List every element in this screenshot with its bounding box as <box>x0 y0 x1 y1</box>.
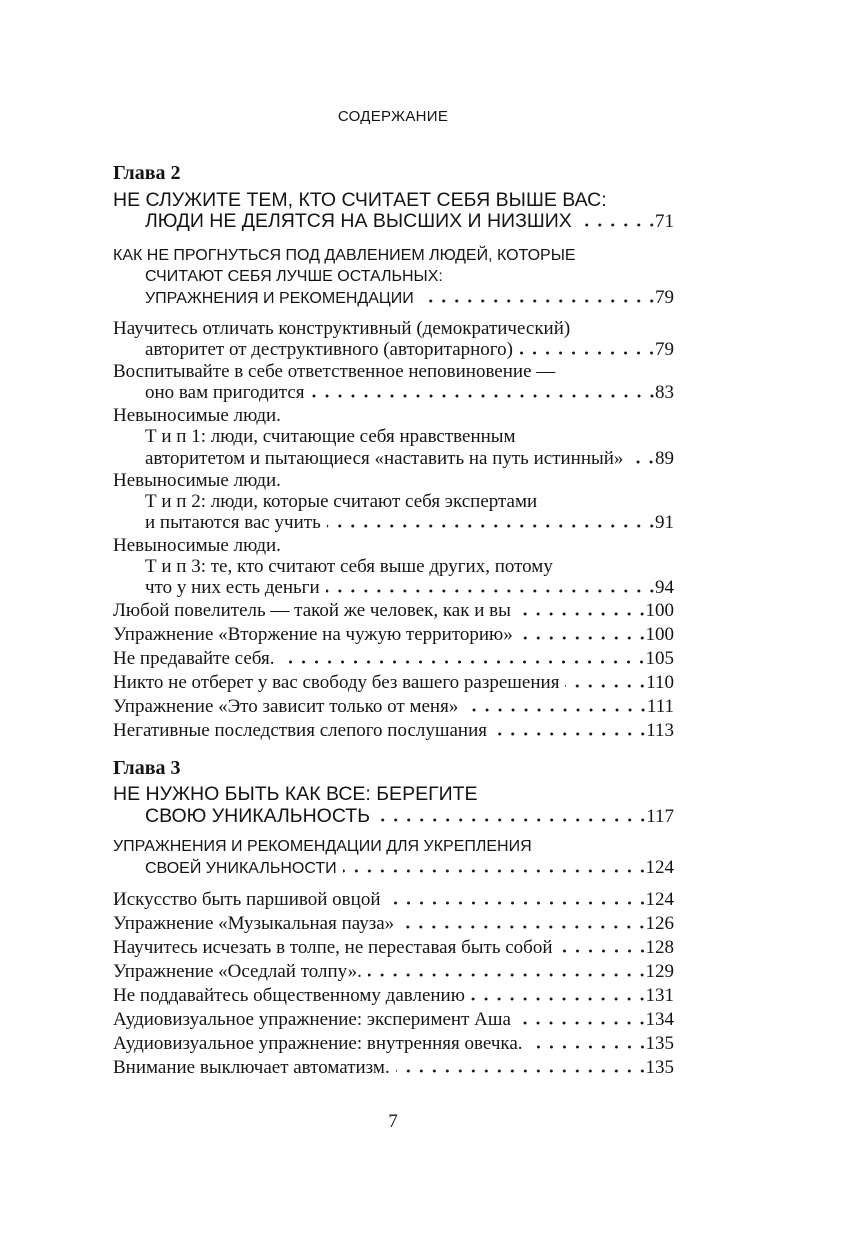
toc-entry-line: авторитет от деструктивного (авторитарного) <box>145 339 513 360</box>
toc-entry-last-line <box>145 511 674 535</box>
toc-entry-line: оно вам пригодится <box>145 382 305 403</box>
page-ref: 105 <box>645 648 674 669</box>
leader-dots <box>400 925 645 929</box>
page-ref: 131 <box>645 985 674 1006</box>
toc-entry <box>113 1008 674 1032</box>
page-ref: 124 <box>645 889 674 910</box>
toc-entry-line: Любой повелитель — такой же человек, как и вы <box>113 600 511 621</box>
page-ref: 128 <box>645 937 674 958</box>
toc-entry-line: Т и п 1: люди, считающие себя нравственным <box>145 426 516 447</box>
page-ref: 126 <box>645 913 674 934</box>
page-title: СОДЕРЖАНИЕ <box>337 108 449 125</box>
page-ref: 71 <box>655 211 674 232</box>
toc-entry <box>113 912 674 936</box>
page-ref: 135 <box>645 1057 674 1078</box>
page-ref: 94 <box>655 577 674 598</box>
toc-entry-line: Упражнение «Вторжение на чужую территорию» <box>113 624 513 645</box>
toc-entry-line: СВОЕЙ УНИКАЛЬНОСТИ <box>145 860 337 877</box>
toc-entry <box>113 1032 674 1056</box>
leader-dots <box>376 818 646 822</box>
toc-entry-line: УПРАЖНЕНИЯ И РЕКОМЕНДАЦИИ <box>145 290 414 307</box>
leader-dots <box>280 660 645 664</box>
toc-entry-line: Научитесь отличать конструктивный (демократический) <box>113 318 571 339</box>
toc-entry-line: Т и п 3: те, кто считают себя выше других, потому <box>145 556 553 577</box>
toc-entry-line: ЛЮДИ НЕ ДЕЛЯТСЯ НА ВЫСШИХ И НИЗШИХ <box>145 210 572 232</box>
toc-entry-line: Внимание выключает автоматизм. <box>113 1057 390 1078</box>
toc-entry <box>113 936 674 960</box>
leader-dots <box>493 732 646 736</box>
chapter-heading: Глава 2 <box>113 162 181 184</box>
page-ref: 135 <box>645 1033 674 1054</box>
leader-dots <box>368 973 646 977</box>
toc-entry-line: КАК НЕ ПРОГНУТЬСЯ ПОД ДАВЛЕНИЕМ ЛЮДЕЙ, КОТОРЫЕ <box>113 247 576 264</box>
toc-entry-line: Искусство быть паршивой овцой <box>113 889 381 910</box>
leader-dots <box>471 997 646 1001</box>
leader-dots <box>559 949 646 953</box>
toc-entry-line: СВОЮ УНИКАЛЬНОСТЬ <box>145 805 370 827</box>
toc-entry-line: Т и п 2: люди, которые считают себя экспертами <box>145 491 538 512</box>
leader-dots <box>311 394 656 398</box>
leader-dots <box>529 1045 646 1049</box>
leader-dots <box>519 636 646 640</box>
toc-entry <box>113 984 674 1008</box>
page-ref: 83 <box>655 382 674 403</box>
toc-entry-line: Аудиовизуальное упражнение: эксперимент Аша <box>113 1009 511 1030</box>
toc-entry-line: Научитесь исчезать в толпе, не переставая быть собой <box>113 937 553 958</box>
leader-dots <box>420 299 655 303</box>
toc-entry-line: УПРАЖНЕНИЯ И РЕКОМЕНДАЦИИ ДЛЯ УКРЕПЛЕНИЯ <box>113 838 532 855</box>
toc-entry <box>113 671 674 695</box>
toc-entry-line: Упражнение «Оседлай толпу». <box>113 961 362 982</box>
page-number: 7 <box>388 1111 398 1132</box>
toc-entry-line: Невыносимые люди. <box>113 535 281 556</box>
toc-entry <box>113 647 674 671</box>
leader-dots <box>517 612 646 616</box>
page-ref: 111 <box>646 696 674 717</box>
chapter-heading: Глава 3 <box>113 757 181 779</box>
toc-entry-line: Воспитывайте в себе ответственное неповиновение — <box>113 361 556 382</box>
toc-entry-line: НЕ НУЖНО БЫТЬ КАК ВСЕ: БЕРЕГИТЕ <box>113 783 478 805</box>
toc-entry-last-line <box>145 576 674 600</box>
leader-dots <box>629 460 655 464</box>
leader-dots <box>565 684 646 688</box>
page-ref: 129 <box>645 961 674 982</box>
leader-dots <box>387 901 646 905</box>
toc-entry <box>113 1056 674 1080</box>
page-ref: 117 <box>646 806 674 827</box>
toc-entry-line: СЧИТАЮТ СЕБЯ ЛУЧШЕ ОСТАЛЬНЫХ: <box>145 268 443 285</box>
leader-dots <box>396 1069 646 1073</box>
toc-entry-line: Невыносимые люди. <box>113 470 281 491</box>
page-ref: 79 <box>655 287 674 308</box>
page-ref: 79 <box>655 339 674 360</box>
toc-entry-last-line <box>145 209 674 233</box>
toc-entry-line: Не предавайте себя. <box>113 648 275 669</box>
toc-entry <box>113 888 674 912</box>
toc-entry <box>113 695 674 719</box>
page-ref: 100 <box>645 624 674 645</box>
leader-dots <box>517 1021 646 1025</box>
toc-entry-line: и пытаются вас учить <box>145 512 321 533</box>
toc-entry-last-line <box>145 804 674 828</box>
toc-entry-line: Негативные последствия слепого послушания <box>113 720 487 741</box>
page-ref: 113 <box>646 720 674 741</box>
toc-entry-line: Никто не отберет у вас свободу без вашего разрешения <box>113 672 560 693</box>
toc-entry-line: Не поддавайтесь общественному давлению <box>113 985 465 1006</box>
toc-entry <box>113 719 674 743</box>
toc-entry-last-line <box>145 381 674 405</box>
toc-entry-line: НЕ СЛУЖИТЕ ТЕМ, КТО СЧИТАЕТ СЕБЯ ВЫШЕ ВАС: <box>113 189 607 211</box>
leader-dots <box>326 589 655 593</box>
page-ref: 134 <box>645 1009 674 1030</box>
leader-dots <box>327 524 655 528</box>
leader-dots <box>343 869 646 873</box>
leader-dots <box>578 223 655 227</box>
toc-entry-line: Упражнение «Это зависит только от меня» <box>113 696 459 717</box>
page-ref: 91 <box>655 512 674 533</box>
toc-entry-line: авторитетом и пытающиеся «наставить на путь истинный» <box>145 448 624 469</box>
toc-entry-line: Аудиовизуальное упражнение: внутренняя овечка. <box>113 1033 523 1054</box>
leader-dots <box>519 351 655 355</box>
page-ref: 100 <box>645 600 674 621</box>
toc-entry-line: Упражнение «Музыкальная пауза» <box>113 913 395 934</box>
toc-entry-last-line <box>145 338 674 362</box>
toc-entry <box>113 623 674 647</box>
toc-entry-last-line <box>145 856 674 880</box>
toc-entry-last-line <box>145 286 674 310</box>
page-ref: 89 <box>655 448 674 469</box>
toc-entry <box>113 960 674 984</box>
leader-dots <box>464 708 647 712</box>
toc-entry <box>113 599 674 623</box>
toc-entry-line: что у них есть деньги <box>145 577 320 598</box>
page-ref: 110 <box>646 672 674 693</box>
toc-entry-last-line <box>145 447 674 471</box>
page-ref: 124 <box>645 857 674 878</box>
toc-entry-line: Невыносимые люди. <box>113 405 281 426</box>
